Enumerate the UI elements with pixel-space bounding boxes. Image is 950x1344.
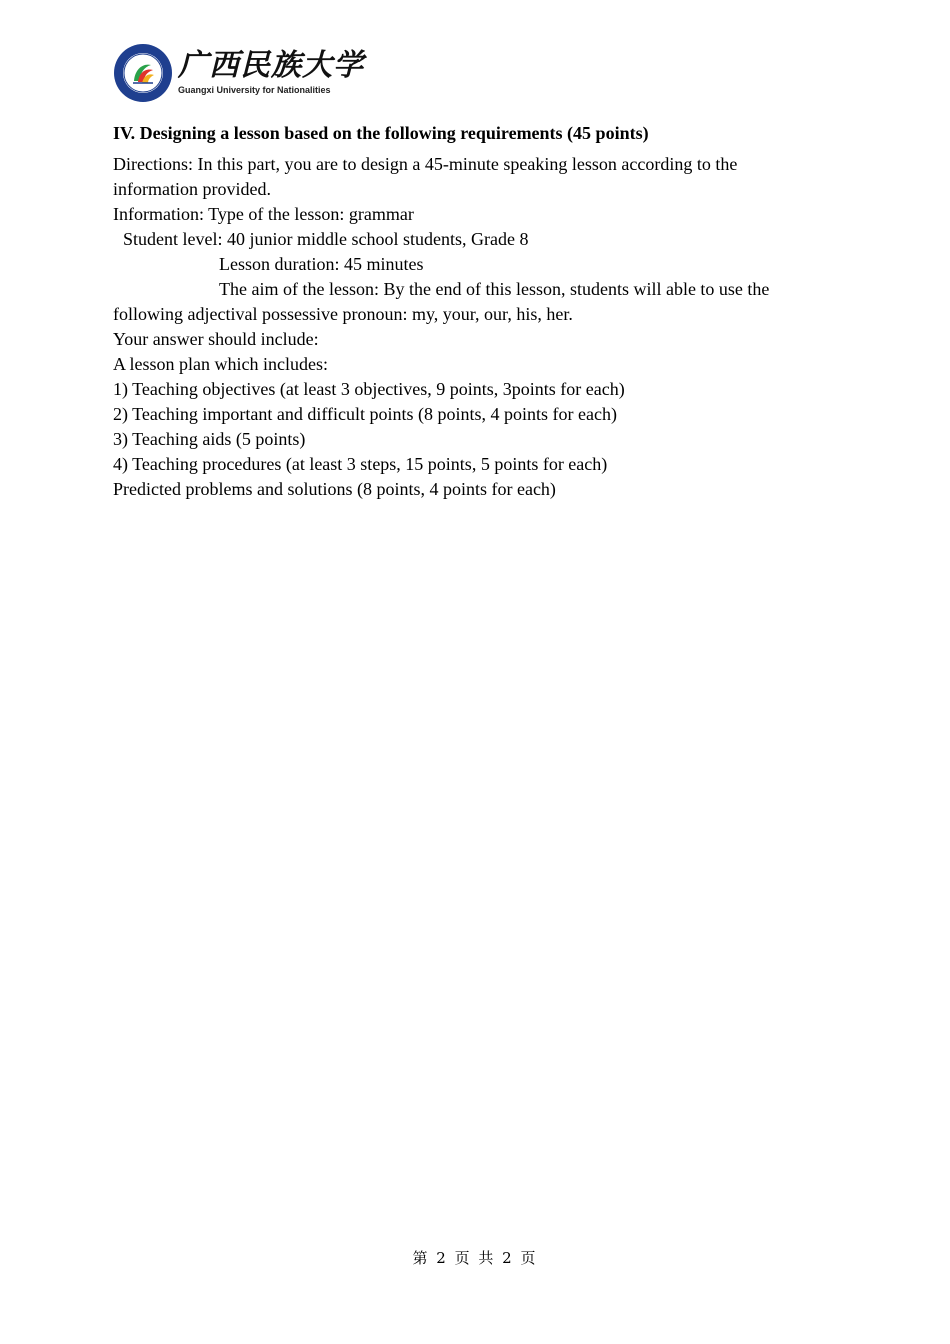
brand-block [178, 50, 364, 96]
university-header [113, 42, 364, 104]
directions-text: Directions: In this part, you are to design a 45-minute speaking lesson according to the information provided. [113, 154, 738, 199]
answer-intro-text: Your answer should include: [113, 329, 319, 349]
information-text: Information: Type of the lesson: grammar [113, 204, 414, 224]
student-level-text: Student level: 40 junior middle school students, Grade 8 [123, 229, 529, 249]
plan-item: 4) Teaching procedures (at least 3 steps, 15 points, 5 points for each) [113, 454, 608, 474]
plan-item: 1) Teaching objectives (at least 3 objectives, 9 points, 3points for each) [113, 379, 625, 399]
section-title: IV. Designing a lesson based on the following requirements (45 points) [113, 123, 649, 143]
plan-item: 3) Teaching aids (5 points) [113, 429, 306, 449]
page-number-footer: 第 2 页 共 2 页 [412, 1249, 538, 1267]
aim-text: The aim of the lesson: By the end of this lesson, students will able to use the following adjectival possessive pronoun: my, your, our, his, her. [113, 279, 770, 324]
plan-intro-text: A lesson plan which includes: [113, 354, 328, 374]
logo-chinese-name: 广西民族大学 [178, 48, 364, 83]
plan-item: 2) Teaching important and difficult points (8 points, 4 points for each) [113, 404, 617, 424]
duration-text: Lesson duration: 45 minutes [219, 254, 424, 274]
predicted-problems-text: Predicted problems and solutions (8 points, 4 points for each) [113, 479, 556, 499]
university-seal-icon [113, 43, 173, 103]
logo-english-name: Guangxi University for Nationalities [178, 85, 331, 95]
question-section [113, 121, 813, 502]
